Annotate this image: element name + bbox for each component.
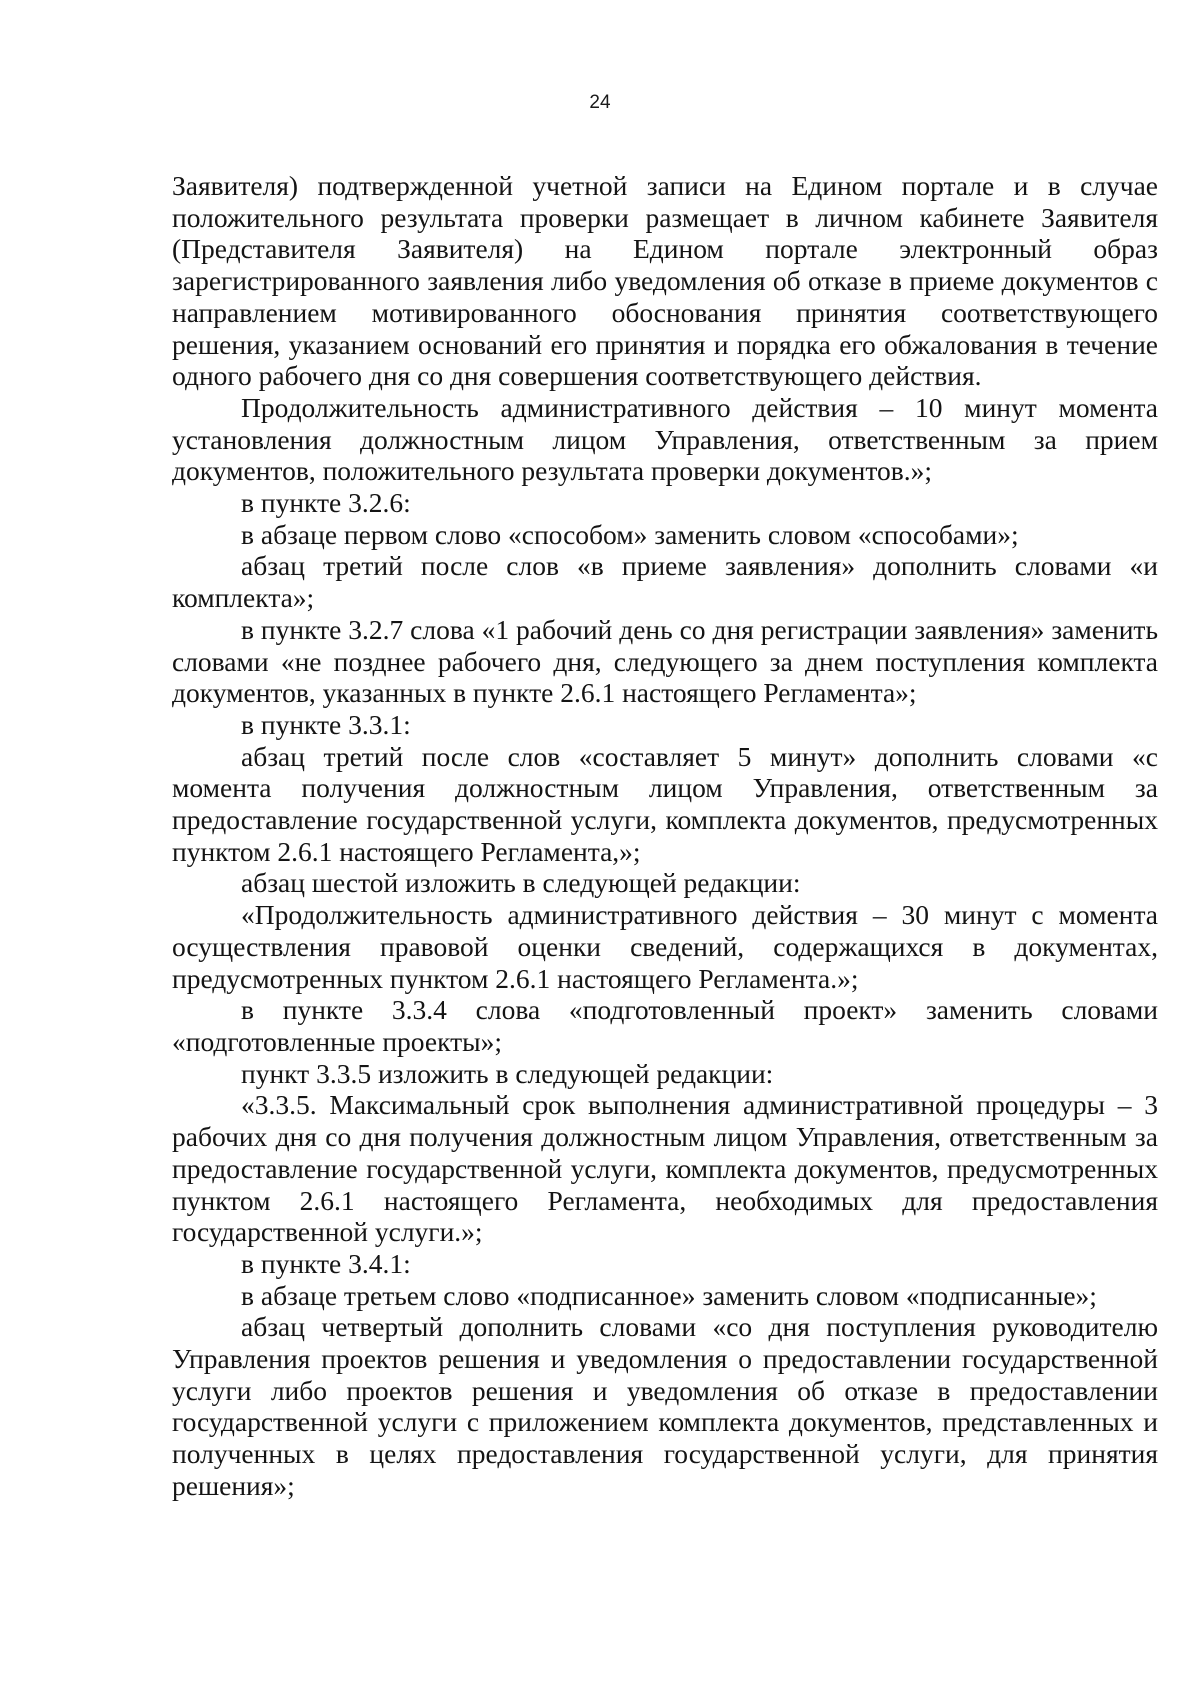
paragraph: в пункте 3.4.1:: [241, 1247, 411, 1279]
paragraph: в пункте 3.2.6:: [241, 487, 411, 519]
paragraph: в абзаце третьем слово «подписанное» заменить словом «подписанные»;: [241, 1279, 1097, 1311]
paragraph: Заявителя) подтвержденной учетной записи на Едином портале и в случае положительного результата проверки размещает в личном кабинете Заявителя (Представителя Заявителя) на Едином портале электронный образ зарегистрированного заявления либо уведомления об отказе в приеме документов с направлением мотивированного обоснования принятия соответствующего решения, указанием оснований его принятия и порядка его обжалования в течение одного рабочего дня со дня совершения соответствующего действия.: [172, 170, 1158, 392]
paragraph: абзац третий после слов «в приеме заявления» дополнить словами «и комплекта»;: [172, 550, 1158, 614]
paragraph: в пункте 3.3.4 слова «подготовленный проект» заменить словами «подготовленные проекты»;: [172, 994, 1158, 1057]
paragraph: «Продолжительность административного действия – 30 минут с момента осуществления правовой оценки сведений, содержащихся в документах, предусмотренных пунктом 2.6.1 настоящего Регламента.»;: [172, 899, 1158, 994]
document-body: [172, 170, 1158, 1502]
paragraph: пункт 3.3.5 изложить в следующей редакции:: [241, 1057, 774, 1089]
paragraph: «3.3.5. Максимальный срок выполнения административной процедуры – 3 рабочих дня со дня получения должностным лицом Управления, ответственным за предоставление государственной услуги, комплекта документов, предусмотренных пунктом 2.6.1 настоящего Регламента, необходимых для предоставления государственной услуги.»;: [172, 1089, 1158, 1248]
paragraph: Продолжительность административного действия – 10 минут момента установления должностным лицом Управления, ответственным за прием документов, положительного результата проверки документов.»;: [172, 391, 1158, 487]
page-number: 24: [589, 92, 611, 113]
paragraph: абзац четвертый дополнить словами «со дня поступления руководителю Управления проектов решения и уведомления о предоставлении государственной услуги либо проектов решения и уведомления об отказе в предоставлении государственной услуги с приложением комплекта документов, представленных и полученных в целях предоставления государственной услуги, для принятия решения»;: [172, 1311, 1158, 1501]
paragraph: в пункте 3.2.7 слова «1 рабочий день со дня регистрации заявления» заменить словами «не позднее рабочего дня, следующего за днем поступления комплекта документов, указанных в пункте 2.6.1 настоящего Регламента»;: [172, 613, 1158, 709]
paragraph: абзац третий после слов «составляет 5 минут» дополнить словами «с момента получения должностным лицом Управления, ответственным за предоставление государственной услуги, комплекта документов, предусмотренных пунктом 2.6.1 настоящего Регламента,»;: [172, 740, 1158, 867]
paragraph: в абзаце первом слово «способом» заменить словом «способами»;: [241, 518, 1019, 550]
paragraph: в пункте 3.3.1:: [241, 708, 411, 740]
paragraph: абзац шестой изложить в следующей редакции:: [241, 867, 801, 899]
